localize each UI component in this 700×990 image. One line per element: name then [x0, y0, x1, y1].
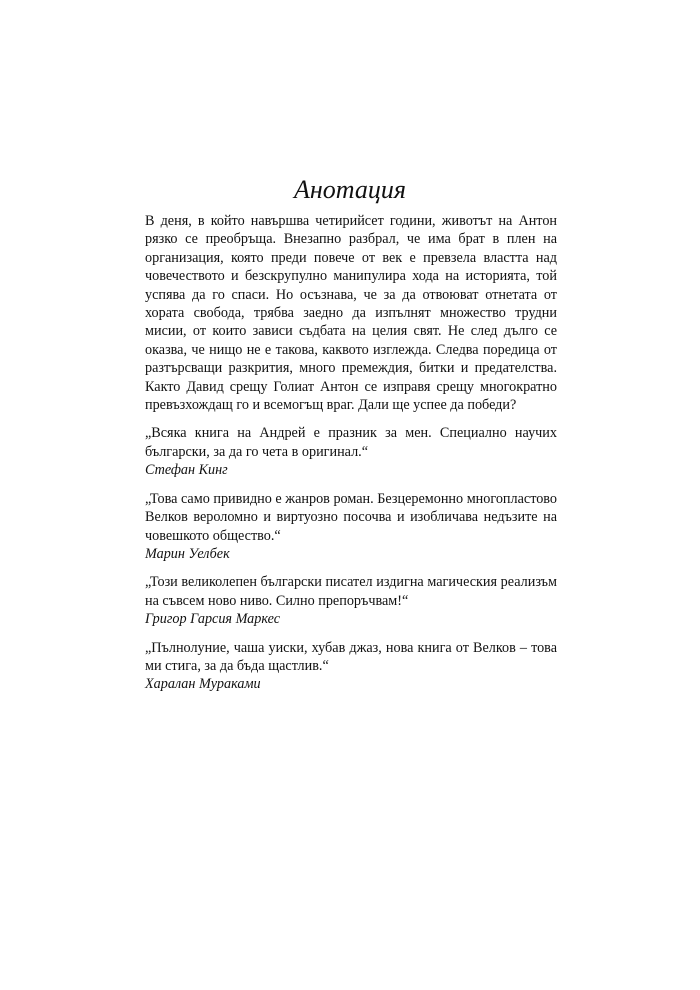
quote-author: Стефан Кинг	[145, 462, 228, 479]
quote-text: „Това само привидно е жанров роман. Безцеремонно многопластово Велков вероломно и виртуозно посочва и изобличава недъзите на човешкото общество.“	[145, 490, 557, 544]
quote-author: Харалан Мураками	[145, 676, 261, 693]
quote-author: Марин Уелбек	[145, 545, 230, 562]
quote-block	[145, 573, 557, 628]
page-content	[145, 212, 557, 694]
page-title: Анотация	[294, 175, 406, 204]
quote-text: „Всяка книга на Андрей е празник за мен. Специално научих български, за да го чета в оригинал.“	[145, 425, 557, 460]
quote-author: Григор Гарсия Маркес	[145, 611, 281, 628]
quote-text: „Този великолепен български писател издигна магическия реализъм на съвсем ново ниво. Силно препоръчвам!“	[145, 574, 557, 609]
annotation-paragraph: В деня, в който навършва четирийсет години, животът на Антон рязко се преобръща. Внезапно разбрал, че има брат в плен на организация, която преди повече от век е превзела властта над човечеството и безскрупулно манипулира хода на историята, той успява да го спаси. Но осъзнава, че за да отвоюват отнетата от хората свобода, трябва заедно да изпълнят множество трудни мисии, от които зависи съдбата на целия свят. Не след дълго се оказва, че нищо не е такова, каквото изглежда. Следва поредица от разтърсващи разкрития, много премеждия, битки и предателства. Както Давид срещу Голиат Антон се изправя срещу многократно превъзхождащ го и всемогъщ враг. Дали ще успее да победи?	[145, 213, 557, 414]
quote-block	[145, 639, 557, 694]
quote-block	[145, 490, 557, 564]
quote-text: „Пълнолуние, чаша уиски, хубав джаз, нова книга от Велков – това ми стига, за да бъда щастлив.“	[145, 639, 557, 674]
quote-block	[145, 424, 557, 479]
